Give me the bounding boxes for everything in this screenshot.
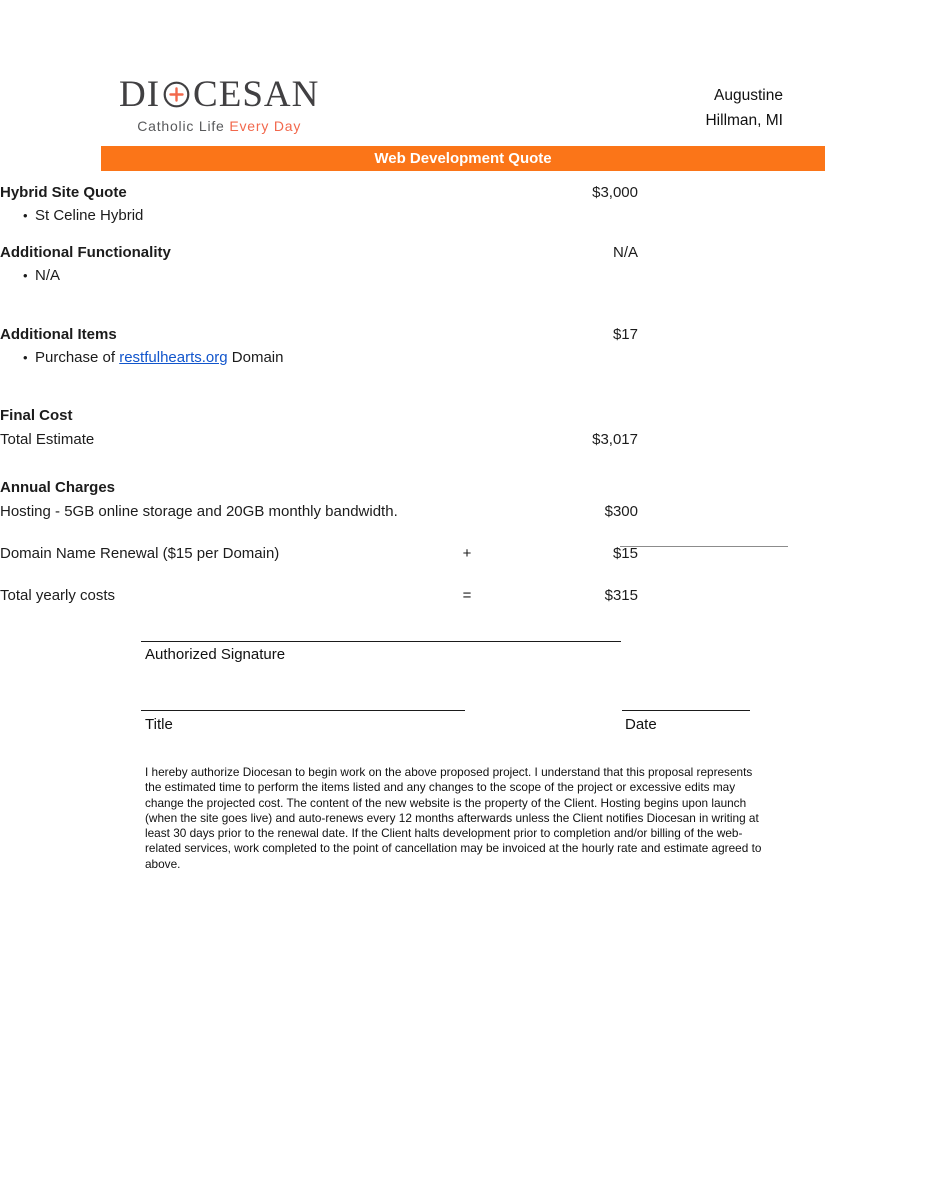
section-title: Annual Charges — [0, 479, 116, 496]
logo-wordmark — [119, 76, 319, 113]
tagline-gray: Catholic Life — [137, 118, 225, 134]
date-label: Date — [625, 716, 657, 733]
logo-text-right: CESAN — [193, 74, 320, 115]
section-additional-functionality — [0, 244, 638, 261]
section-title: Additional Functionality — [0, 244, 171, 261]
client-location: Hillman, MI — [705, 112, 783, 129]
row-label: Hosting - 5GB online storage and 20GB monthly bandwidth. — [0, 503, 398, 520]
section-title: Final Cost — [0, 407, 73, 424]
sum-divider-line — [620, 546, 788, 547]
section-annual-charges-title — [0, 479, 638, 496]
hybrid-bullet-item — [0, 207, 638, 224]
row-label: Domain Name Renewal ($15 per Domain) — [0, 545, 280, 562]
date-line — [622, 710, 750, 711]
row-amount: $15 — [612, 545, 638, 562]
equals-operator: = — [462, 587, 472, 604]
functionality-bullet-item — [0, 267, 638, 284]
bullet-text-suffix: Domain — [231, 349, 284, 366]
circle-plus-icon — [163, 81, 190, 108]
row-amount: $315 — [604, 587, 638, 604]
row-label: Total Estimate — [0, 431, 95, 448]
section-title: Additional Items — [0, 326, 117, 343]
row-label: Total yearly costs — [0, 587, 116, 604]
total-yearly-row — [0, 587, 638, 605]
bullet-icon: • — [23, 268, 28, 283]
section-title: Hybrid Site Quote — [0, 184, 127, 201]
quote-title-bar — [101, 146, 825, 171]
section-additional-items — [0, 326, 638, 343]
plus-operator: + — [462, 545, 472, 562]
section-amount: N/A — [612, 244, 638, 261]
section-final-cost-title — [0, 407, 638, 424]
quote-title: Web Development Quote — [374, 150, 552, 167]
bullet-text: St Celine Hybrid — [35, 207, 144, 224]
bullet-icon: • — [23, 350, 28, 365]
authorized-signature-label: Authorized Signature — [145, 646, 286, 663]
row-amount: $3,017 — [592, 431, 638, 448]
client-info — [705, 83, 783, 133]
bullet-icon: • — [23, 208, 28, 223]
section-amount: $17 — [612, 326, 638, 343]
legal-terms-paragraph: I hereby authorize Diocesan to begin work on the above proposed project. I understand that this proposal represents the estimated time to perform the items listed and any changes to the scope of the project or excessive edits may change the projected cost. The content of the new website is the property of the Client. Hosting begins upon launch (when the site goes live) and auto-renews every 12 months afterwards unless the Client notifies Diocesan in writing at least 30 days prior to the renewal date. If the Client halts development prior to completion and/or billing of the web-related services, work completed to the point of cancellation may be invoiced at the hourly rate and estimate agreed to above. — [145, 765, 762, 871]
row-amount: $300 — [604, 503, 638, 520]
section-hybrid-site-quote — [0, 184, 638, 201]
client-name: Augustine — [714, 87, 783, 104]
hosting-row — [0, 503, 638, 521]
domain-link[interactable]: restfulhearts.org — [119, 349, 228, 366]
bullet-text-prefix: Purchase of — [35, 349, 116, 366]
items-bullet-item — [0, 349, 638, 366]
diocesan-logo — [119, 76, 319, 134]
title-line — [141, 710, 465, 711]
section-amount: $3,000 — [592, 184, 638, 201]
bullet-text: N/A — [35, 267, 61, 284]
total-estimate-row — [0, 431, 638, 448]
title-label: Title — [145, 716, 173, 733]
logo-text-left: DI — [119, 74, 161, 115]
authorized-signature-line — [141, 641, 621, 642]
logo-tagline — [119, 118, 319, 134]
tagline-orange: Every Day — [229, 118, 302, 134]
domain-renewal-row — [0, 545, 638, 563]
